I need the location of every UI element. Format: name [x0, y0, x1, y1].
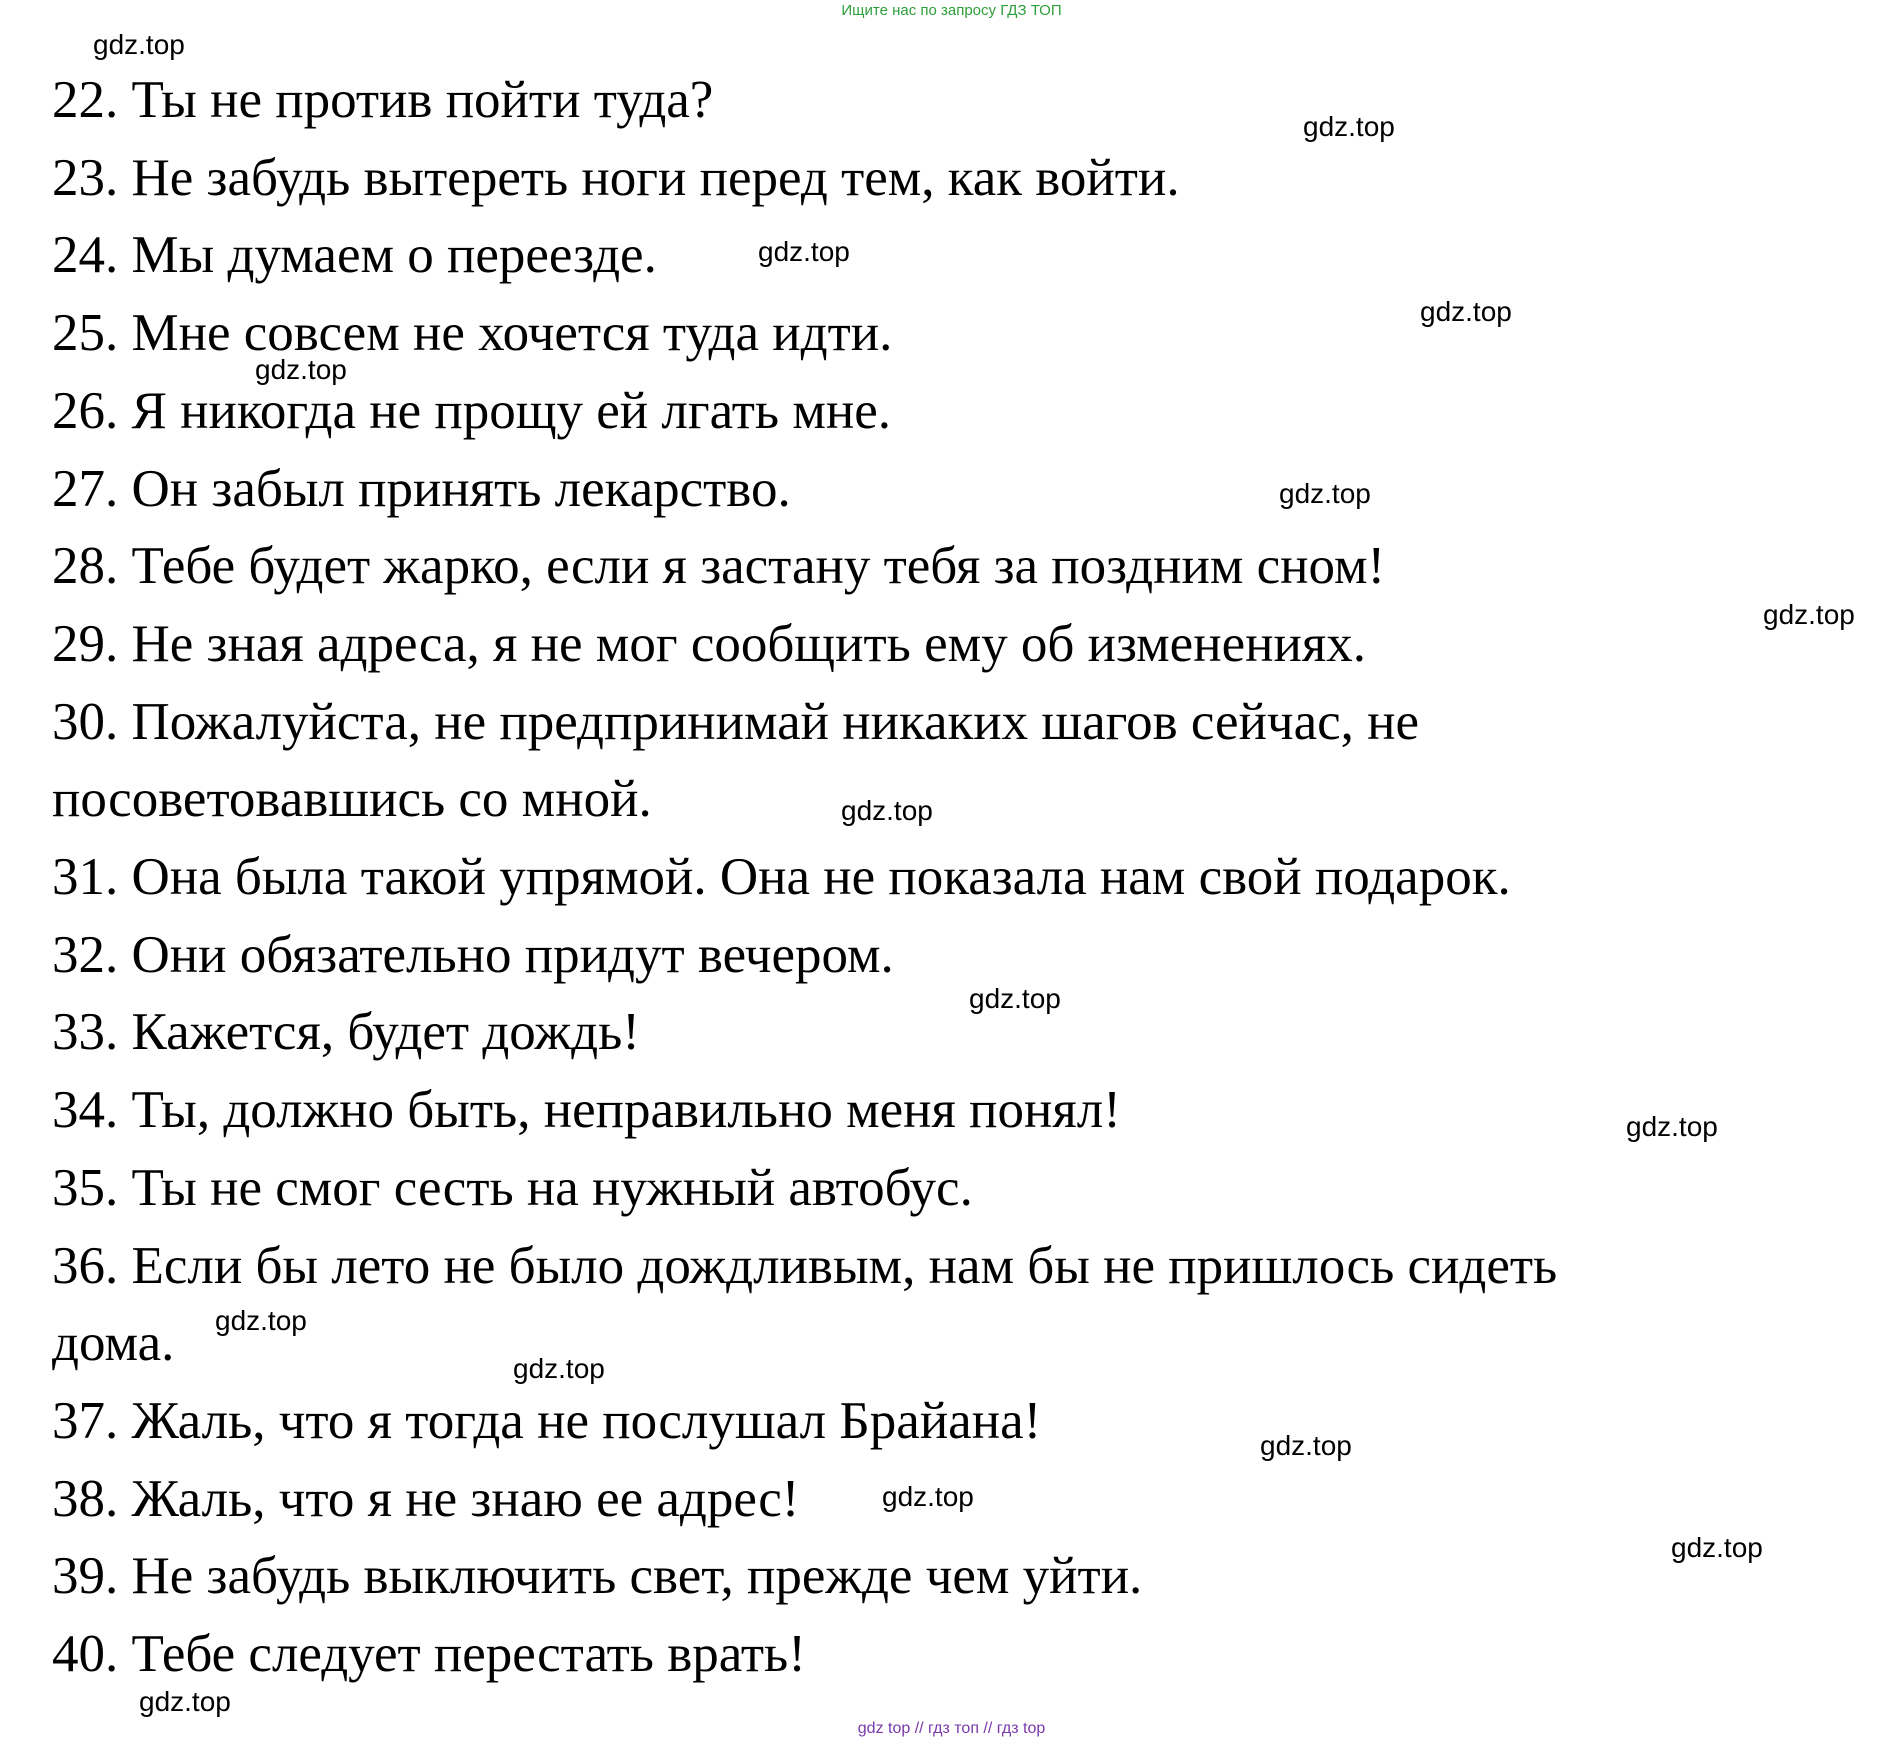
- watermark: gdz.top: [1279, 478, 1371, 509]
- watermark: gdz.top: [139, 1686, 231, 1717]
- watermark: gdz.top: [1260, 1430, 1352, 1461]
- sentence-23: [52, 140, 1772, 218]
- sentence-text: 40. Тебе следует перестать врать!: [52, 1625, 806, 1684]
- sentence-text: 22. Ты не против пойти туда?: [52, 71, 714, 129]
- watermark: gdz.top: [215, 1305, 307, 1336]
- sentence-text: 27. Он забыл принять лекарство.: [52, 459, 791, 518]
- sentence-list: [52, 62, 1772, 1694]
- sentence-text: 37. Жаль, что я тогда не послушал Брайана!: [52, 1391, 1042, 1450]
- sentence-33: [52, 994, 1772, 1072]
- sentence-39: [52, 1538, 1772, 1616]
- sentence-text: 30. Пожалуйста, не предпринимай никаких шагов сейчас, не: [52, 692, 1420, 751]
- sentence-text: 34. Ты, должно быть, неправильно меня понял!: [52, 1081, 1121, 1140]
- watermark: gdz.top: [882, 1481, 974, 1512]
- sentence-text: 24. Мы думаем о переезде.: [52, 226, 657, 285]
- sentence-text: 39. Не забудь выключить свет, прежде чем уйти.: [52, 1547, 1143, 1606]
- sentence-text: 26. Я никогда не прощу ей лгать мне.: [52, 381, 892, 440]
- sentence-40: [52, 1616, 1772, 1694]
- sentence-text: 38. Жаль, что я не знаю ее адрес!: [52, 1469, 800, 1528]
- sentence-37: [52, 1383, 1772, 1461]
- header-note: Ищите нас по запросу ГДЗ ТОП: [841, 2, 1062, 19]
- watermark: gdz.top: [513, 1353, 605, 1384]
- sentence-text: 25. Мне совсем не хочется туда идти.: [52, 304, 893, 363]
- watermark: gdz.top: [1303, 111, 1395, 142]
- sentence-36: [52, 1228, 1772, 1383]
- watermark: gdz.top: [93, 29, 185, 60]
- sentence-31: [52, 839, 1772, 917]
- sentence-text: 23. Не забудь вытереть ноги перед тем, как войти.: [52, 148, 1180, 207]
- sentence-text: 33. Кажется, будет дождь!: [52, 1003, 640, 1062]
- sentence-28: [52, 528, 1772, 606]
- watermark: gdz.top: [1671, 1532, 1763, 1563]
- watermark: gdz.top: [758, 236, 850, 267]
- watermark: gdz.top: [255, 354, 347, 385]
- sentence-text: 29. Не зная адреса, я не мог сообщить ему об изменениях.: [52, 614, 1366, 673]
- sentence-35: [52, 1150, 1772, 1228]
- sentence-32: [52, 917, 1772, 995]
- footer-note: gdz top // гдз топ // гдз top: [857, 1720, 1046, 1737]
- sentence-text: 35. Ты не смог сесть на нужный автобус.: [52, 1158, 973, 1217]
- sentence-27: [52, 451, 1772, 529]
- sentence-22: [52, 62, 1772, 140]
- sentence-24: [52, 217, 1772, 295]
- sentence-text: 28. Тебе будет жарко, если я застану тебя за поздним сном!: [52, 537, 1386, 596]
- sentence-text: 32. Они обязательно придут вечером.: [52, 925, 894, 984]
- watermark: gdz.top: [841, 795, 933, 826]
- sentence-continuation: дома.: [52, 1314, 175, 1373]
- watermark: gdz.top: [1626, 1111, 1718, 1142]
- sentence-text: 31. Она была такой упрямой. Она не показала нам свой подарок.: [52, 848, 1511, 907]
- sentence-34: [52, 1072, 1772, 1150]
- sentence-continuation: посоветовавшись со мной.: [52, 770, 652, 829]
- watermark: gdz.top: [1420, 296, 1512, 327]
- sentence-29: [52, 606, 1772, 684]
- watermark: gdz.top: [1763, 599, 1855, 630]
- sentence-text: 36. Если бы лето не было дождливым, нам бы не пришлось сидеть: [52, 1236, 1558, 1295]
- watermark: gdz.top: [969, 983, 1061, 1014]
